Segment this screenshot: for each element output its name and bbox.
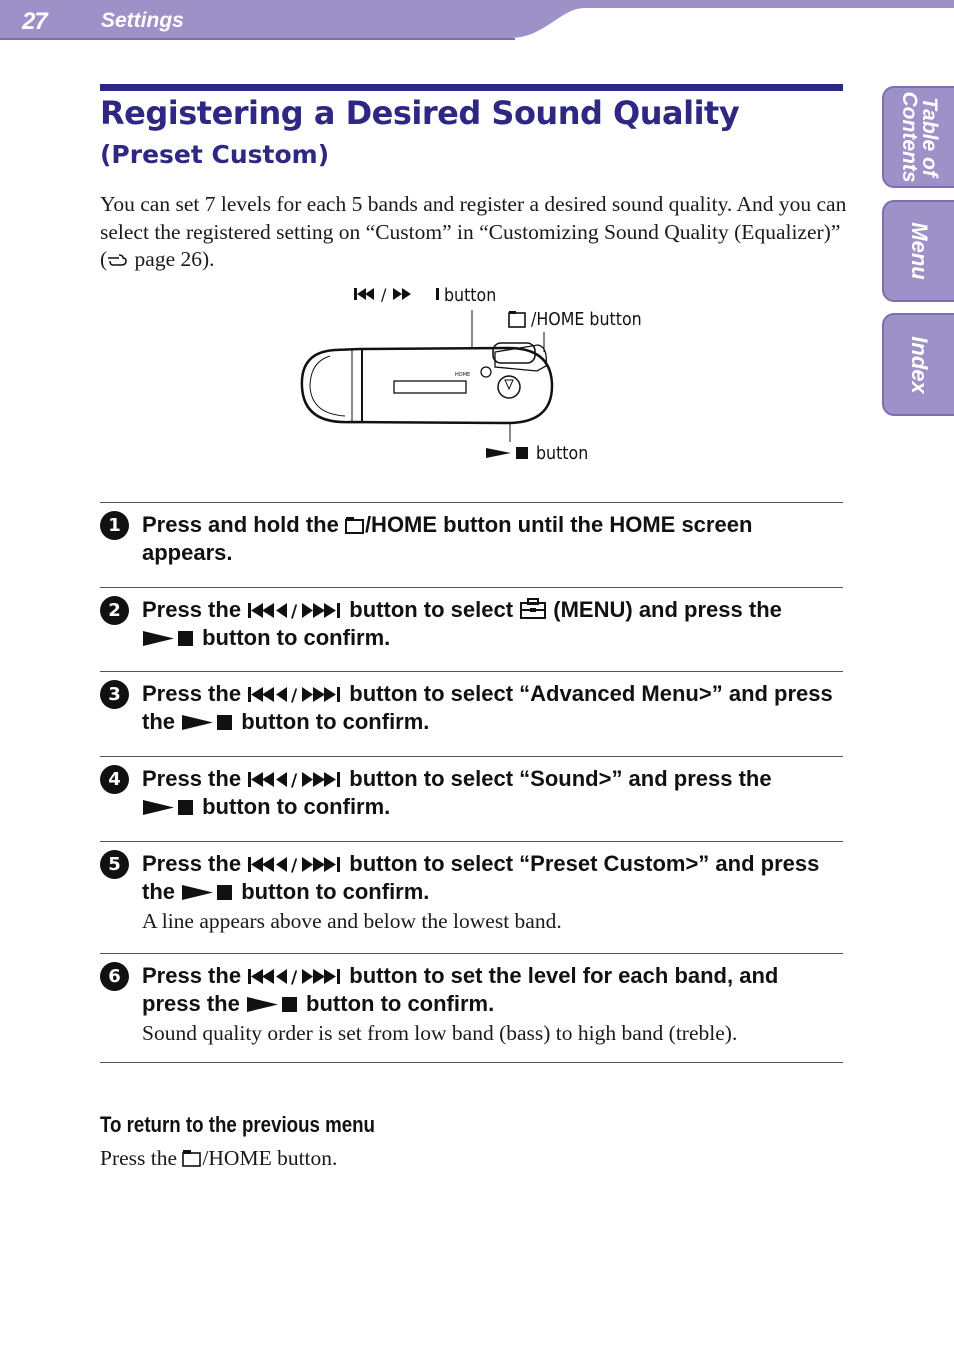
play-stop-icon [486, 447, 528, 459]
return-text-part: Press the [100, 1146, 183, 1170]
menu-toolbox-icon [519, 597, 547, 619]
title-bar [100, 84, 843, 91]
divider [100, 671, 843, 672]
prev-next-icon [247, 685, 343, 703]
tab-menu[interactable] [882, 200, 954, 302]
return-instruction [100, 1145, 337, 1171]
step-note: A line appears above and below the lowest band. [142, 909, 562, 933]
tab-index[interactable] [882, 313, 954, 416]
step-instruction [142, 596, 842, 652]
page-number: 27 [22, 8, 47, 35]
svg-text:/: / [381, 285, 387, 304]
step-text-part: button to confirm. [299, 991, 495, 1016]
step-text-part: button to select “Advanced Menu>” and press the [142, 681, 833, 734]
tab-menu-label: Menu [907, 222, 932, 280]
step-instruction [142, 765, 842, 821]
prev-next-icon [354, 288, 439, 300]
step-number: 1 [100, 511, 129, 540]
device-home-text: HOME [455, 372, 471, 378]
step-text-part: button to confirm. [196, 794, 391, 819]
intro-text-1: You can set 7 levels for each 5 bands and register a desired sound quality. And you can select the registered setting on “Custom” in “Customizing Sound Quality (Equalizer)” ( [100, 192, 847, 271]
home-button-label: /HOME button [531, 309, 642, 330]
step-instruction [142, 511, 842, 567]
divider [100, 502, 843, 503]
prev-next-icon [247, 855, 343, 873]
step-text-part: button to select “Preset Custom>” and press the [142, 851, 820, 904]
prev-next-icon [247, 601, 343, 619]
return-text-part: /HOME button. [202, 1146, 338, 1170]
play-stop-icon [181, 713, 235, 731]
step-number: 5 [100, 850, 129, 879]
step-text-part: button to confirm. [196, 625, 391, 650]
step-text-part: Press and hold the [142, 512, 345, 537]
step-number: 2 [100, 596, 129, 625]
prev-next-icon [247, 967, 343, 985]
svg-text:/: / [291, 602, 298, 619]
step-text-part: button to set the level for each band, and press the [142, 963, 779, 1016]
step-number: 4 [100, 765, 129, 794]
step-text-part: (MENU) and press the [547, 597, 782, 622]
divider [100, 587, 843, 588]
step-text-part: button to confirm. [235, 879, 430, 904]
step-instruction [142, 850, 842, 906]
intro-paragraph [100, 191, 850, 274]
step-instruction [142, 680, 842, 736]
divider [100, 756, 843, 757]
svg-text:/: / [291, 686, 298, 703]
tab-table-of-contents-label: Table of Contents [898, 91, 941, 183]
divider [100, 841, 843, 842]
step-text-part: button to select “Sound>” and press the [343, 766, 772, 791]
svg-text:/: / [291, 968, 298, 985]
play-stop-icon [142, 629, 196, 647]
home-folder-icon [182, 1149, 202, 1167]
prev-next-icon [247, 770, 343, 788]
step-number: 3 [100, 680, 129, 709]
svg-text:/: / [291, 856, 298, 873]
tab-table-of-contents[interactable] [882, 86, 954, 188]
step-instruction [142, 962, 842, 1018]
tab-index-label: Index [907, 335, 932, 394]
prev-next-button-label: button [444, 285, 497, 306]
play-stop-icon [246, 995, 300, 1013]
home-folder-icon [509, 313, 525, 327]
play-stop-icon [142, 798, 196, 816]
step-note: Sound quality order is set from low band (bass) to high band (treble). [142, 1021, 738, 1045]
step-text-part: Press the [142, 597, 248, 622]
intro-text-2: page 26). [129, 247, 215, 271]
step-text-part: /HOME button until the HOME screen appears. [142, 512, 753, 565]
page-title: Registering a Desired Sound Quality [100, 94, 740, 132]
step-text-part: Press the [142, 766, 248, 791]
divider [100, 1062, 843, 1063]
divider [100, 953, 843, 954]
step-text-part: Press the [142, 851, 248, 876]
step-number: 6 [100, 962, 129, 991]
pointing-hand-icon [107, 252, 129, 268]
play-stop-icon [181, 883, 235, 901]
home-folder-icon [345, 516, 365, 534]
page-subtitle: (Preset Custom) [100, 140, 330, 169]
step-text-part: button to select [343, 597, 520, 622]
section-name: Settings [101, 9, 184, 32]
step-text-part: Press the [142, 681, 248, 706]
svg-text:/: / [291, 771, 298, 788]
step-text-part: button to confirm. [235, 709, 430, 734]
play-stop-button-label: button [536, 443, 589, 464]
return-heading: To return to the previous menu [100, 1112, 375, 1137]
step-text-part: Press the [142, 963, 248, 988]
